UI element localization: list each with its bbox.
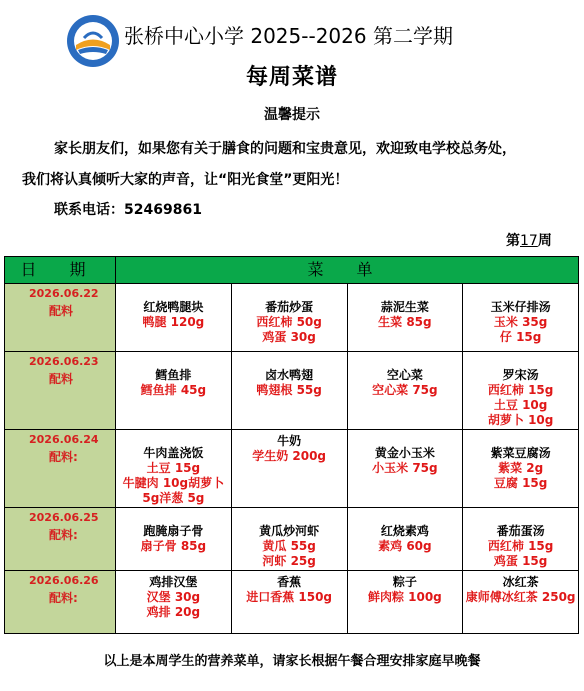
notice-phone: 联系电话：52469861 (54, 202, 202, 218)
table-row (5, 508, 579, 571)
dish-cell: 香蕉 进口香蕉 150g (231, 571, 347, 634)
dish-cell: 蒜泥生菜 生菜 85g (347, 284, 463, 352)
date-cell: 2026.06.26 配料: (5, 571, 116, 634)
notice-line-2: 我们将认真倾听大家的声音，让“阳光食堂”更阳光！ (22, 172, 349, 188)
date-cell: 2026.06.24 配料: (5, 430, 116, 508)
dish-cell: 卤水鸭翅 鸭翅根 55g (231, 352, 347, 430)
dish-cell: 鸡排汉堡 汉堡 30g 鸡排 20g (116, 571, 232, 634)
dish-cell: 紫菜豆腐汤 紫菜 2g 豆腐 15g (463, 430, 579, 508)
date-cell: 2026.06.23 配料 (5, 352, 116, 430)
date-cell: 2026.06.25 配料: (5, 508, 116, 571)
dish-cell: 跑腌扇子骨 扇子骨 85g (116, 508, 232, 571)
dish-cell: 黄金小玉米 小玉米 75g (347, 430, 463, 508)
footer-note: 以上是本周学生的营养菜单，请家长根据午餐合理安排家庭早晚餐 (103, 654, 481, 669)
dish-cell: 冰红茶 康师傅冰红茶 250g (463, 571, 579, 634)
table-row (5, 284, 579, 352)
header-menu: 菜 单 (116, 257, 579, 284)
table-row (5, 571, 579, 634)
dish-cell: 红烧鸭腿块 鸭腿 120g (116, 284, 232, 352)
notice-line-1: 家长朋友们，如果您有关于膳食的问题和宝贵意见，欢迎致电学校总务处， (54, 141, 516, 157)
dish-cell: 罗宋汤 西红柿 15g 土豆 10g 胡萝卜 10g (463, 352, 579, 430)
notice-title: 温馨提示 (264, 107, 320, 123)
dish-cell: 番茄蛋汤 西红柿 15g 鸡蛋 15g (463, 508, 579, 571)
table-row (5, 352, 579, 430)
table-row (5, 430, 579, 508)
dish-cell: 牛肉盖浇饭 土豆 15g 牛腱肉 10g胡萝卜 5g洋葱 5g (116, 430, 232, 508)
week-number: 第17周 (506, 233, 552, 249)
dish-cell: 红烧素鸡 素鸡 60g (347, 508, 463, 571)
school-title: 张桥中心小学 2025--2026 第二学期 (124, 24, 453, 48)
dish-cell: 空心菜 空心菜 75g (347, 352, 463, 430)
dish-cell: 玉米仔排汤 玉米 35g 仔 15g (463, 284, 579, 352)
dish-cell: 鳕鱼排 鳕鱼排 45g (116, 352, 232, 430)
date-cell: 2026.06.22 配料 (5, 284, 116, 352)
header-date: 日 期 (5, 257, 116, 284)
dish-cell: 番茄炒蛋 西红柿 50g 鸡蛋 30g (231, 284, 347, 352)
page-title: 每周菜谱 (245, 65, 338, 90)
dish-cell: 粽子 鲜肉粽 100g (347, 571, 463, 634)
dish-cell: 黄瓜炒河虾 黄瓜 55g 河虾 25g (231, 508, 347, 571)
dish-cell: 牛奶 学生奶 200g (231, 430, 347, 508)
menu-table (4, 256, 579, 634)
